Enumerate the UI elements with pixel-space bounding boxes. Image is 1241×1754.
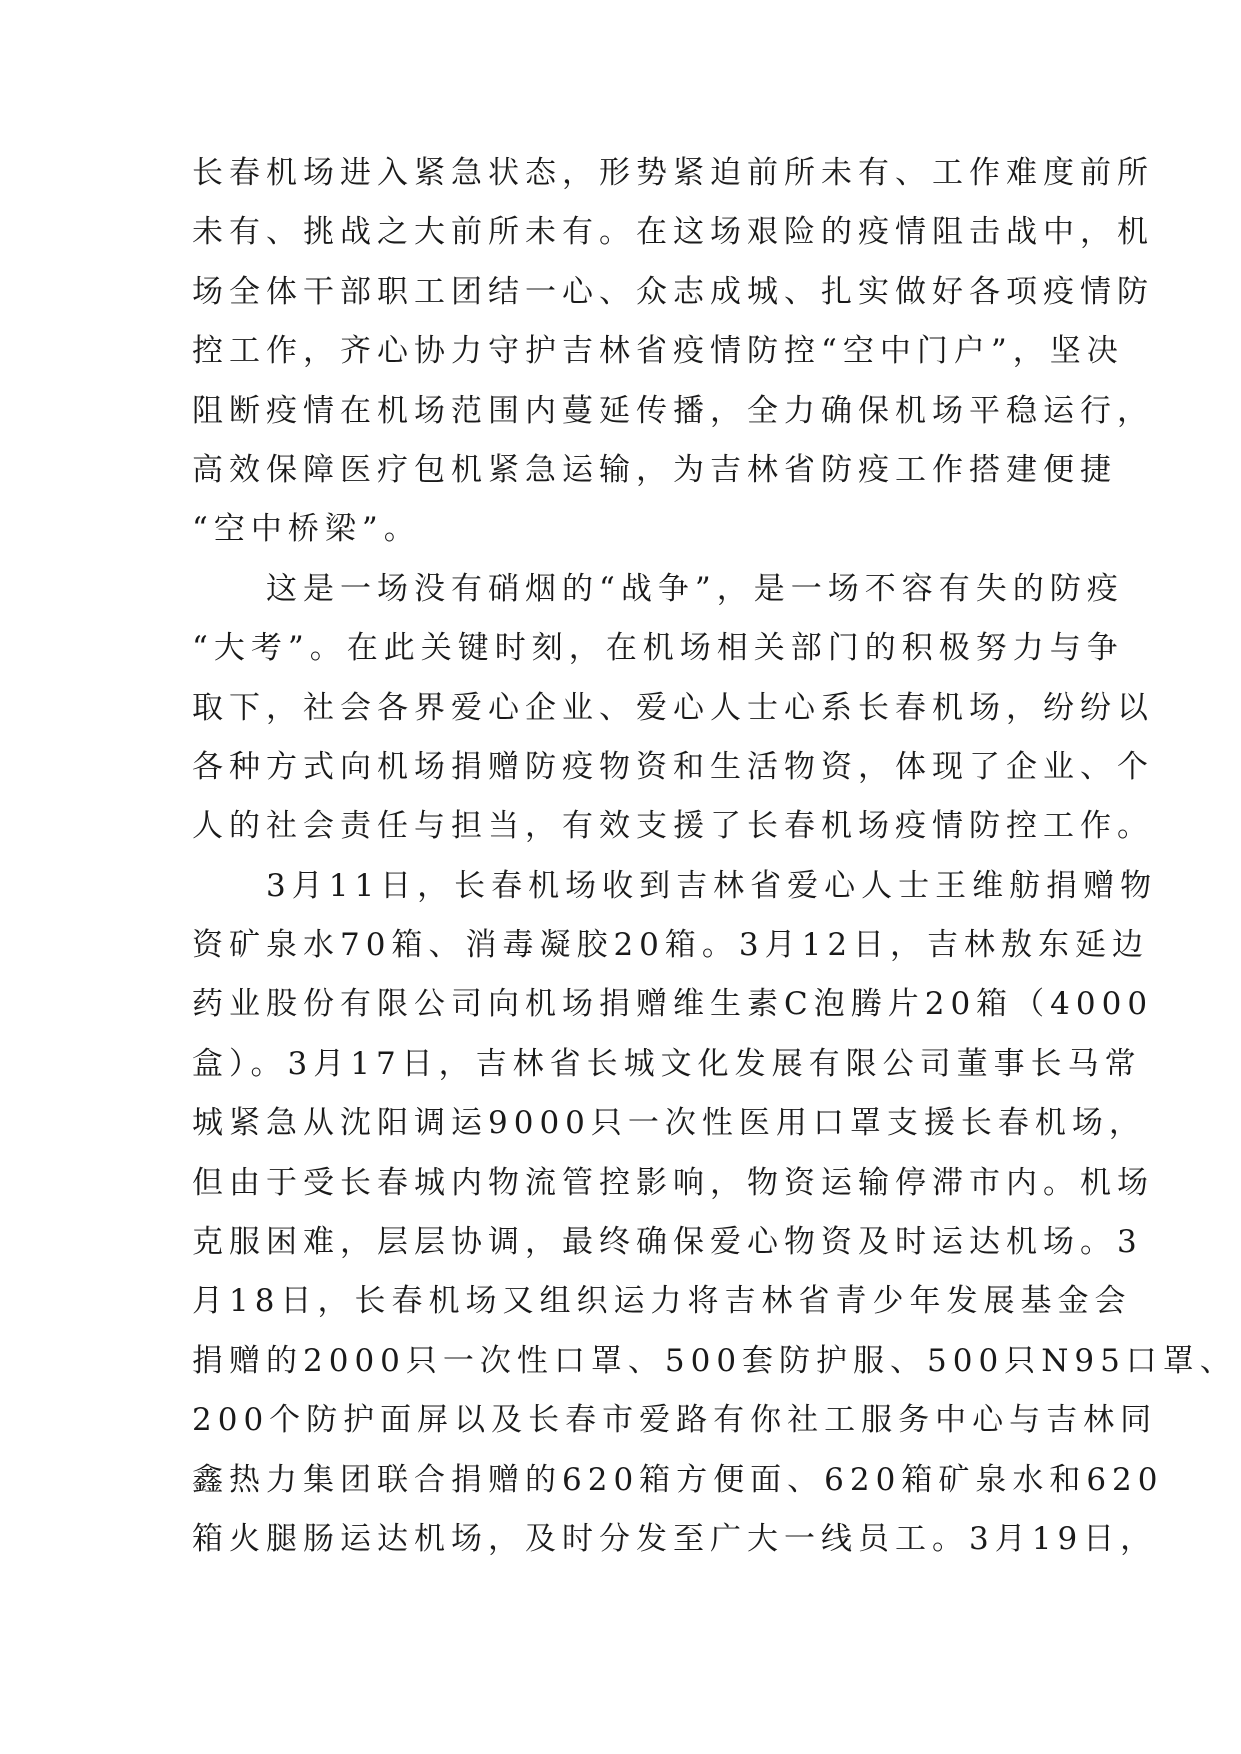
body-text	[192, 144, 1237, 1569]
text-line: 高效保障医疗包机紧急运输，为吉林省防疫工作搭建便捷	[192, 451, 1117, 488]
text-line: 取下，社会各界爱心企业、爱心人士心系长春机场，纷纷以	[192, 689, 1154, 726]
text-line: 长春机场进入紧急状态，形势紧迫前所未有、工作难度前所	[192, 155, 1154, 191]
text-line: 各种方式向机场捐赠防疫物资和生活物资，体现了企业、个	[192, 748, 1154, 785]
text-line: 未有、挑战之大前所未有。在这场艰险的疫情阻击战中，机	[192, 214, 1154, 251]
text-line: 鑫热力集团联合捐赠的620箱方便面、620箱矿泉水和620	[192, 1461, 1164, 1498]
text-line: 但由于受长春城内物流管控影响，物资运输停滞市内。机场	[192, 1164, 1154, 1201]
text-line: 城紧急从沈阳调运9000只一次性医用口罩支援长春机场，	[192, 1105, 1146, 1142]
text-line: 场全体干部职工团结一心、众志成城、扎实做好各项疫情防	[192, 273, 1154, 310]
text-line: 盒）。3月17日，吉林省长城文化发展有限公司董事长马常	[192, 1045, 1142, 1082]
text-line: 人的社会责任与担当，有效支援了长春机场疫情防控工作。	[192, 808, 1154, 845]
text-line: 阻断疫情在机场范围内蔓延传播，全力确保机场平稳运行，	[192, 392, 1154, 429]
text-line: 月18日，长春机场又组织运力将吉林省青少年发展基金会	[192, 1283, 1132, 1320]
text-line: “空中桥梁”。	[192, 511, 421, 548]
text-line: 3月11日，长春机场收到吉林省爱心人士王维舫捐赠物	[192, 867, 1158, 904]
text-line: 捐赠的2000只一次性口罩、500套防护服、500只N95口罩、	[192, 1342, 1237, 1379]
text-line: 克服困难，层层协调，最终确保爱心物资及时运达机场。3	[192, 1224, 1143, 1261]
text-line: 200个防护面屏以及长春市爱路有你社工服务中心与吉林同	[192, 1402, 1158, 1439]
text-line: 控工作，齐心协力守护吉林省疫情防控“空中门户”，坚决	[192, 333, 1124, 370]
text-line: 这是一场没有硝烟的“战争”，是一场不容有失的防疫	[192, 570, 1124, 607]
text-line: “大考”。在此关键时刻，在机场相关部门的积极努力与争	[192, 630, 1124, 667]
text-line: 箱火腿肠运达机场，及时分发至广大一线员工。3月19日，	[192, 1520, 1158, 1557]
text-line: 资矿泉水70箱、消毒凝胶20箱。3月12日，吉林敖东延边	[192, 927, 1150, 964]
text-line: 药业股份有限公司向机场捐赠维生素C泡腾片20箱（4000	[192, 986, 1154, 1023]
